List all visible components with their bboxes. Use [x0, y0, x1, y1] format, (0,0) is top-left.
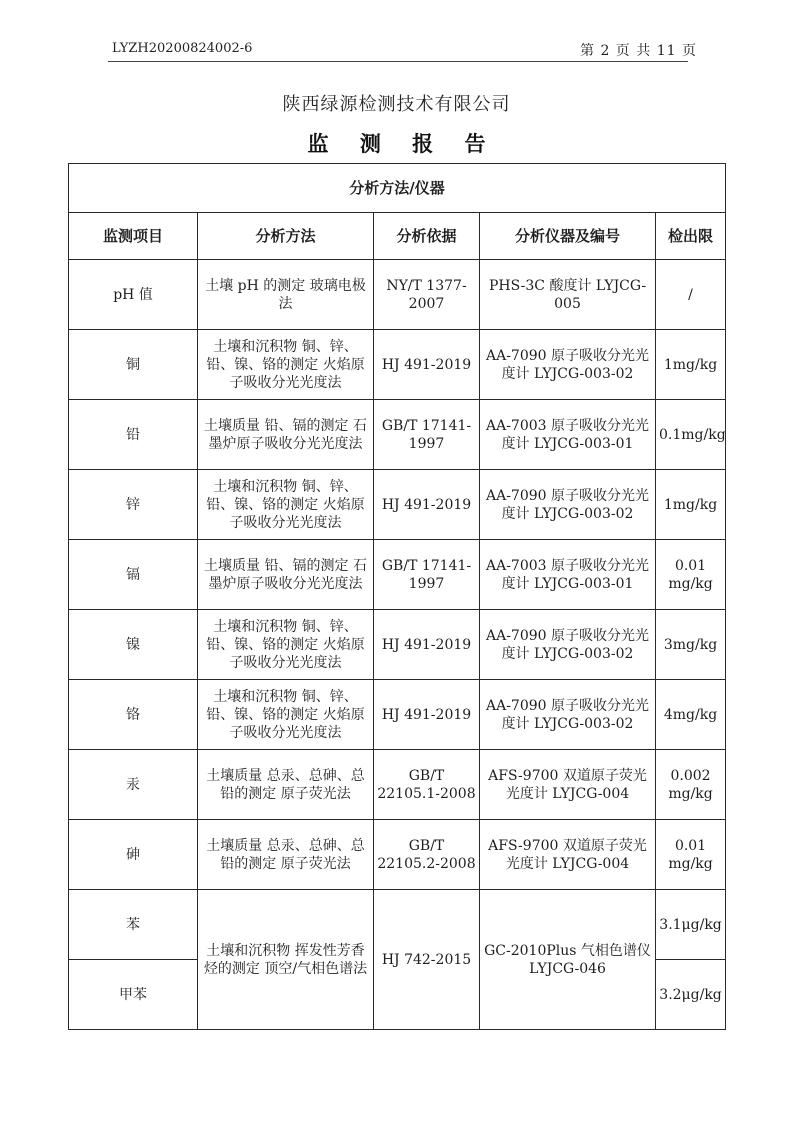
table-row: [69, 470, 726, 540]
cell-instrument: AA-7090 原子吸收分光光度计 LYJCG-003-02: [480, 470, 656, 540]
cell-limit: 1mg/kg: [656, 470, 726, 540]
report-number: LYZH20200824002-6: [112, 41, 253, 56]
cell-item: 锌: [69, 470, 198, 540]
cell-item: pH 值: [69, 260, 198, 330]
table-row: [69, 890, 726, 960]
column-header-row: [69, 213, 726, 260]
cell-instrument: AA-7090 原子吸收分光光度计 LYJCG-003-02: [480, 330, 656, 400]
cell-item: 苯: [69, 890, 198, 960]
cell-method: 土壤质量 铅、镉的测定 石墨炉原子吸收分光光度法: [198, 400, 374, 470]
table-row: [69, 540, 726, 610]
cell-method: 土壤质量 总汞、总砷、总铅的测定 原子荧光法: [198, 820, 374, 890]
analysis-methods-table: [68, 163, 726, 1030]
col-header-basis: 分析依据: [374, 213, 480, 260]
table-row: [69, 610, 726, 680]
section-title: 分析方法/仪器: [69, 164, 726, 213]
cell-item: 镉: [69, 540, 198, 610]
col-header-item: 监测项目: [69, 213, 198, 260]
cell-item: 铅: [69, 400, 198, 470]
cell-instrument: AFS-9700 双道原子荧光光度计 LYJCG-004: [480, 820, 656, 890]
cell-basis: GB/T 17141-1997: [374, 400, 480, 470]
col-header-method: 分析方法: [198, 213, 374, 260]
cell-method: 土壤和沉积物 铜、锌、铅、镍、铬的测定 火焰原子吸收分光光度法: [198, 330, 374, 400]
cell-instrument: AA-7090 原子吸收分光光度计 LYJCG-003-02: [480, 610, 656, 680]
cell-limit: 0.002 mg/kg: [656, 750, 726, 820]
cell-instrument: AA-7003 原子吸收分光光度计 LYJCG-003-01: [480, 400, 656, 470]
cell-basis: HJ 491-2019: [374, 610, 480, 680]
cell-method: 土壤质量 总汞、总砷、总铅的测定 原子荧光法: [198, 750, 374, 820]
col-header-limit: 检出限: [656, 213, 726, 260]
cell-limit: 4mg/kg: [656, 680, 726, 750]
cell-basis: GB/T 22105.1-2008: [374, 750, 480, 820]
table-row: [69, 330, 726, 400]
cell-instrument: AA-7003 原子吸收分光光度计 LYJCG-003-01: [480, 540, 656, 610]
col-header-instrument: 分析仪器及编号: [480, 213, 656, 260]
company-name: 陕西绿源检测技术有限公司: [282, 94, 511, 115]
cell-basis: HJ 491-2019: [374, 330, 480, 400]
cell-method: 土壤质量 铅、镉的测定 石墨炉原子吸收分光光度法: [198, 540, 374, 610]
cell-method: 土壤和沉积物 挥发性芳香烃的测定 顶空/气相色谱法: [198, 890, 374, 1030]
cell-limit: 3.2μg/kg: [656, 960, 726, 1030]
table-row: [69, 260, 726, 330]
cell-basis: GB/T 22105.2-2008: [374, 820, 480, 890]
cell-item: 甲苯: [69, 960, 198, 1030]
cell-basis: HJ 491-2019: [374, 470, 480, 540]
table-row: [69, 400, 726, 470]
cell-basis: HJ 491-2019: [374, 680, 480, 750]
cell-instrument: AFS-9700 双道原子荧光光度计 LYJCG-004: [480, 750, 656, 820]
cell-instrument: GC-2010Plus 气相色谱仪 LYJCG-046: [480, 890, 656, 1030]
cell-item: 镍: [69, 610, 198, 680]
cell-basis: HJ 742-2015: [374, 890, 480, 1030]
table-row: [69, 680, 726, 750]
cell-method: 土壤和沉积物 铜、锌、铅、镍、铬的测定 火焰原子吸收分光光度法: [198, 470, 374, 540]
page-info: 第 2 页 共 11 页: [580, 43, 697, 59]
table-row: [69, 820, 726, 890]
cell-item: 铬: [69, 680, 198, 750]
cell-item: 汞: [69, 750, 198, 820]
cell-item: 铜: [69, 330, 198, 400]
cell-method: 土壤 pH 的测定 玻璃电极法: [198, 260, 374, 330]
cell-limit: 0.01 mg/kg: [656, 820, 726, 890]
cell-instrument: PHS-3C 酸度计 LYJCG-005: [480, 260, 656, 330]
cell-limit: 3mg/kg: [656, 610, 726, 680]
table-row: [69, 750, 726, 820]
cell-limit: /: [656, 260, 726, 330]
header-divider: [108, 61, 688, 62]
cell-instrument: AA-7090 原子吸收分光光度计 LYJCG-003-02: [480, 680, 656, 750]
cell-limit: 0.1mg/kg: [656, 400, 726, 470]
cell-basis: GB/T 17141-1997: [374, 540, 480, 610]
cell-basis: NY/T 1377-2007: [374, 260, 480, 330]
report-title: 监 测 报 告: [307, 131, 498, 156]
cell-limit: 1mg/kg: [656, 330, 726, 400]
cell-item: 砷: [69, 820, 198, 890]
cell-limit: 3.1μg/kg: [656, 890, 726, 960]
cell-method: 土壤和沉积物 铜、锌、铅、镍、铬的测定 火焰原子吸收分光光度法: [198, 610, 374, 680]
cell-method: 土壤和沉积物 铜、锌、铅、镍、铬的测定 火焰原子吸收分光光度法: [198, 680, 374, 750]
section-header-row: [69, 164, 726, 213]
cell-limit: 0.01 mg/kg: [656, 540, 726, 610]
